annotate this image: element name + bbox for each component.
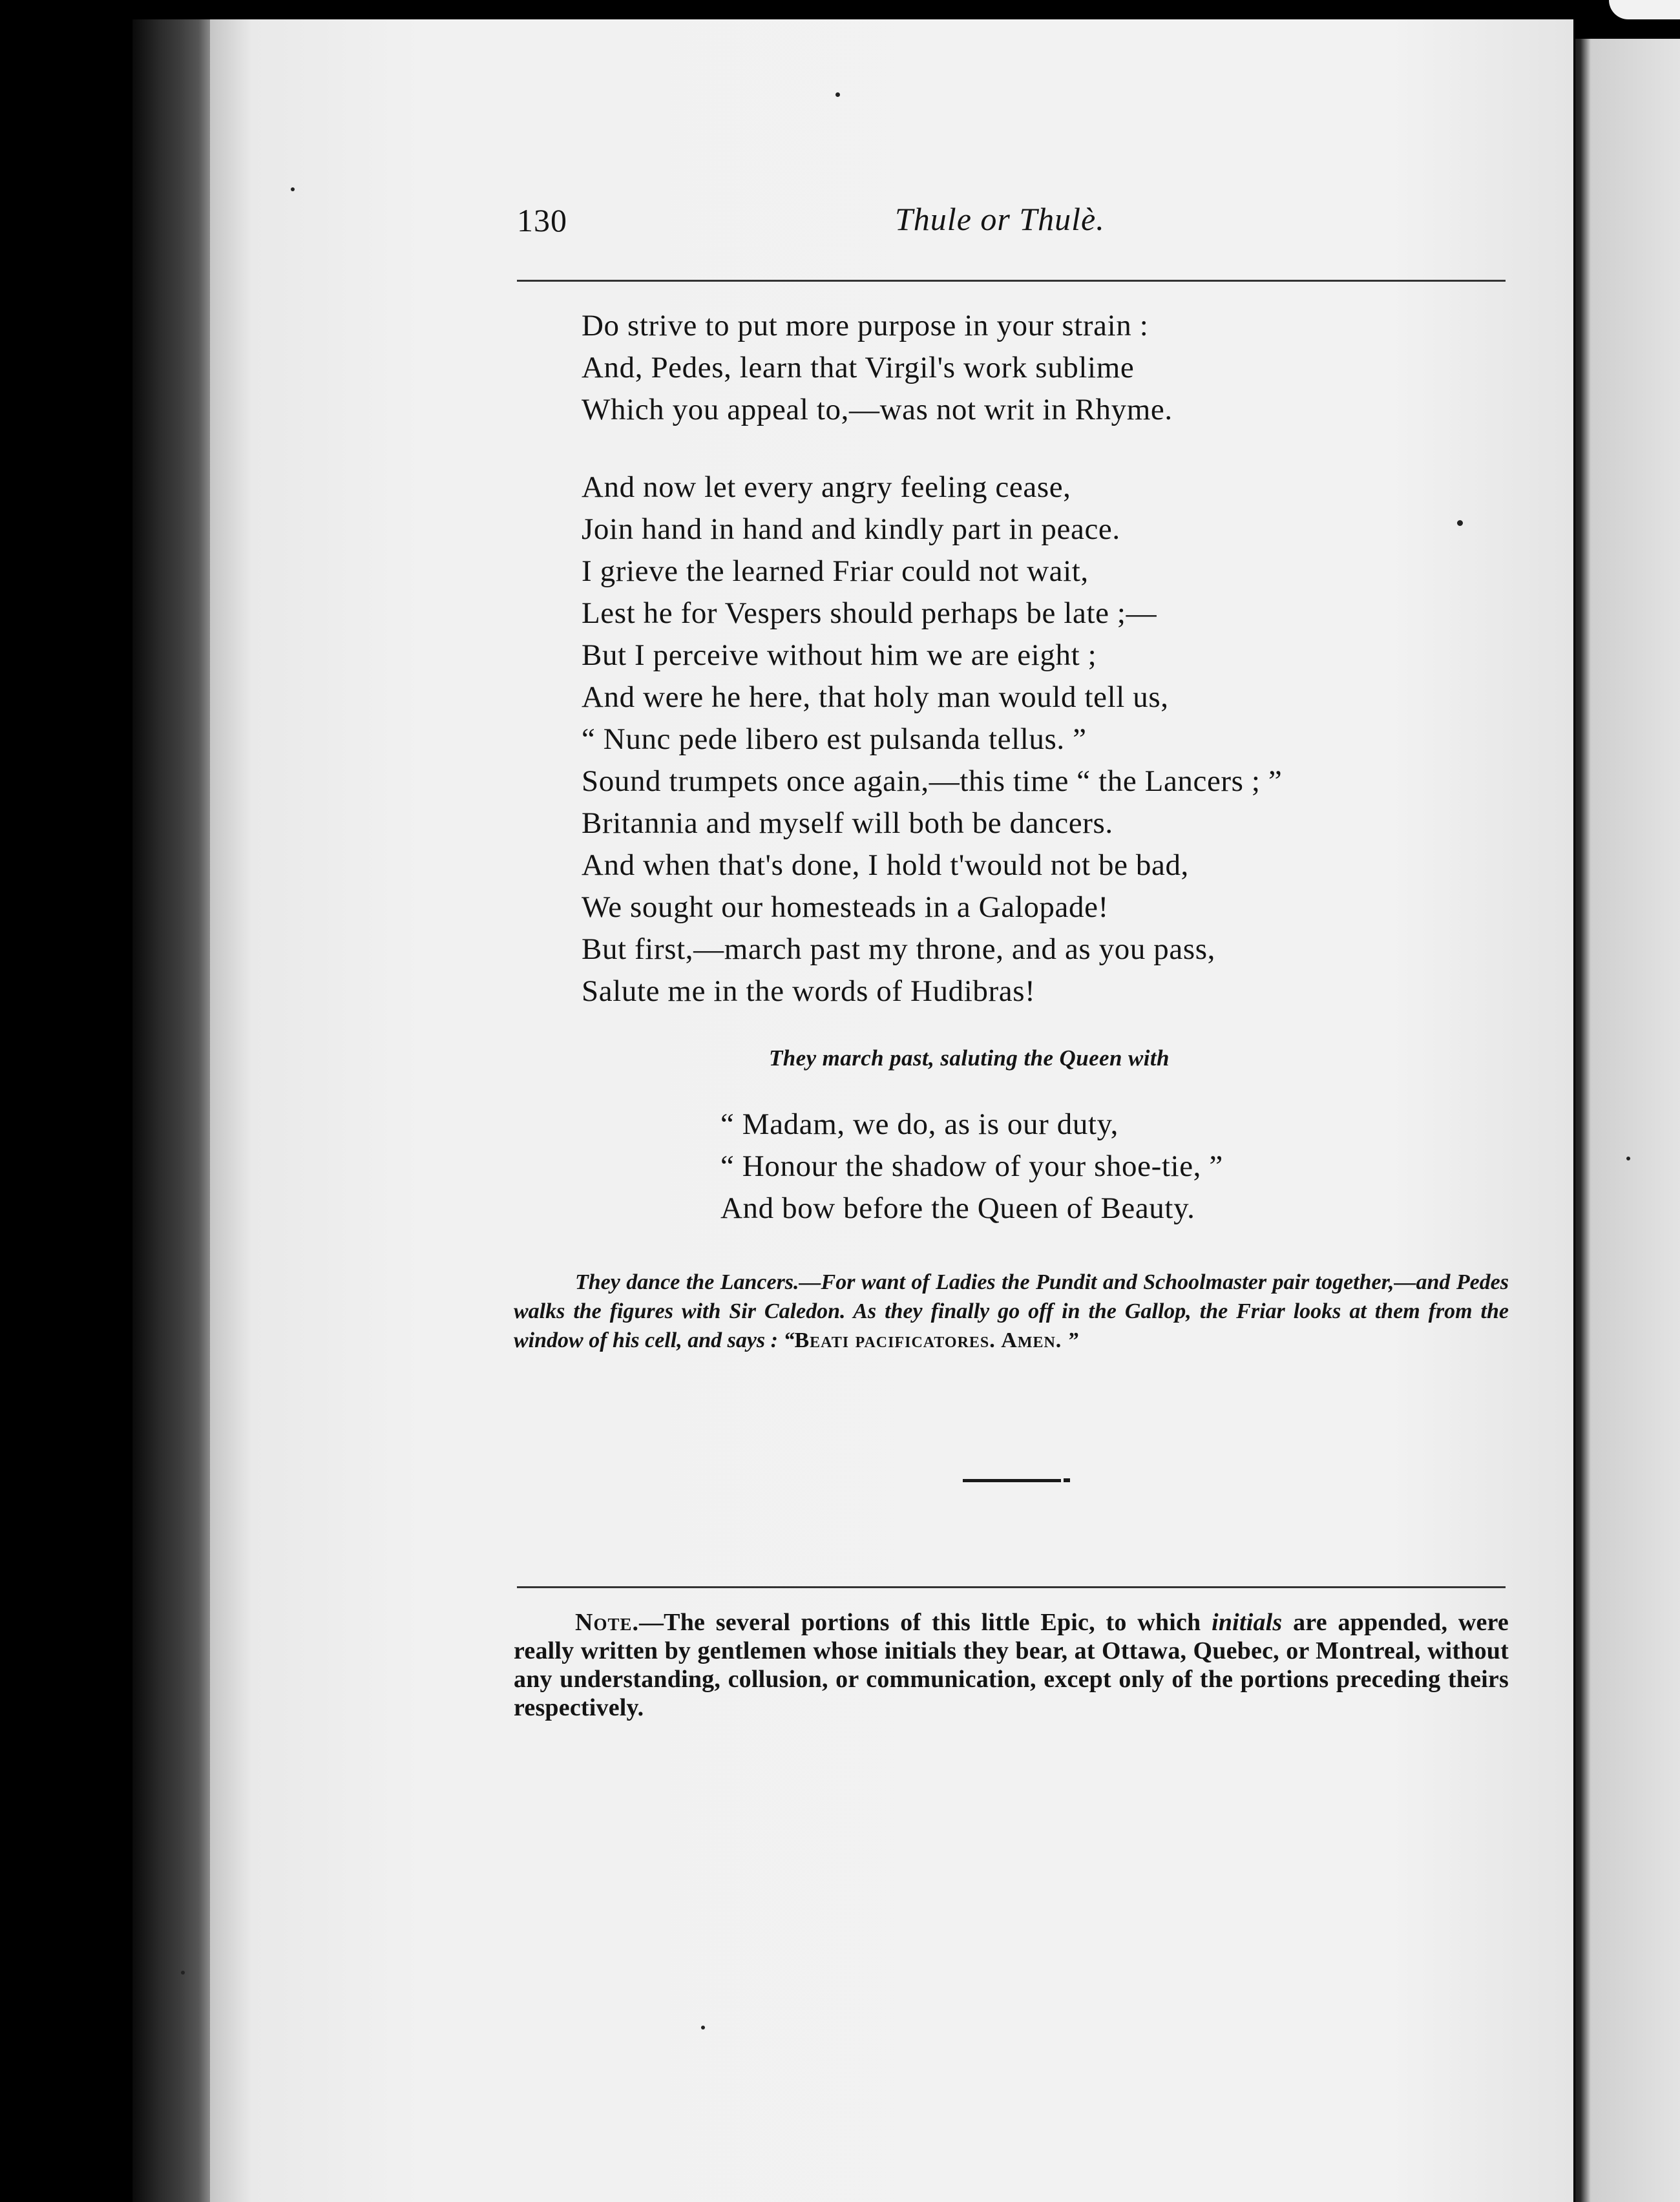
footnote-text-1: —The several portions of this little Epic, to which <box>638 1609 1201 1636</box>
verse-line: And, Pedes, learn that Virgil's work sublime <box>582 351 1135 384</box>
section-ornament-rule <box>963 1479 1061 1482</box>
dance-stage-note <box>514 1268 1509 1355</box>
verse-line: And now let every angry feeling cease, <box>582 470 1071 504</box>
verse-line: “ Nunc pede libero est pulsanda tellus. ” <box>582 722 1087 756</box>
verse-line: Britannia and myself will both be dancers. <box>582 806 1113 840</box>
footnote-text-2: are appended, were really written by gentlemen whose initials they bear, at Ottawa, Quebec, or Montreal, without any understanding, collusion, or communication, except only of the portions preceding theirs respectively. <box>514 1609 1509 1721</box>
verse-salute <box>720 1104 1657 1230</box>
scan-speck <box>835 92 840 97</box>
verse-line: We sought our homesteads in a Galopade! <box>582 890 1109 924</box>
verse-line: Do strive to put more purpose in your strain : <box>582 309 1149 342</box>
scan-speck <box>181 1971 185 1975</box>
verse-line: I grieve the learned Friar could not wait, <box>582 554 1089 588</box>
verse-line: Which you appeal to,—was not writ in Rhyme. <box>582 393 1173 426</box>
stage-direction: They march past, saluting the Queen with <box>769 1045 1170 1071</box>
page-number: 130 <box>517 202 567 238</box>
verse-line: And when that's done, I hold t'would not be bad, <box>582 848 1189 882</box>
verse-line: But first,—march past my throne, and as you pass, <box>582 932 1215 966</box>
verse-line: And bow before the Queen of Beauty. <box>720 1191 1195 1225</box>
verse-line: And were he here, that holy man would tell us, <box>582 680 1169 714</box>
verse-line: Join hand in hand and kindly part in peace. <box>582 512 1120 546</box>
verse-line: Lest he for Vespers should perhaps be late ;— <box>582 596 1157 630</box>
footnote-rule <box>517 1586 1506 1588</box>
scan-corner <box>1609 0 1680 19</box>
scan-speck <box>291 187 295 191</box>
footnote-italic-word: initials <box>1212 1609 1283 1636</box>
scan-speck <box>701 2026 705 2029</box>
verse-line: But I perceive without him we are eight ; <box>582 638 1097 672</box>
verse-stanza-1 <box>582 305 1518 431</box>
book-binding-shadow <box>132 19 210 2202</box>
verse-line: “ Honour the shadow of your shoe-tie, ” <box>720 1149 1223 1183</box>
quote-open: “ <box>783 1328 795 1352</box>
header-rule <box>517 280 1506 282</box>
quote-close: ” <box>1067 1328 1078 1352</box>
running-title: Thule or Thulè. <box>895 201 1105 237</box>
verse-line: “ Madam, we do, as is our duty, <box>720 1107 1118 1141</box>
amen-word: Amen. <box>1001 1328 1062 1352</box>
verse-line: Sound trumpets once again,—this time “ the Lancers ; ” <box>582 764 1283 798</box>
verse-stanza-2 <box>582 467 1518 1012</box>
footnote <box>514 1608 1509 1722</box>
verse-line: Salute me in the words of Hudibras! <box>582 974 1036 1008</box>
dance-note-text: They dance the Lancers.—For want of Ladies the Pundit and Schoolmaster pair together,—and Pedes walks the figures with Sir Caledon. As they finally go off in the Gallop, the Friar looks at them from the window of his cell, and says : <box>514 1270 1509 1352</box>
latin-blessing: Beati pacificatores. <box>794 1328 996 1352</box>
footnote-label: Note. <box>575 1609 639 1636</box>
